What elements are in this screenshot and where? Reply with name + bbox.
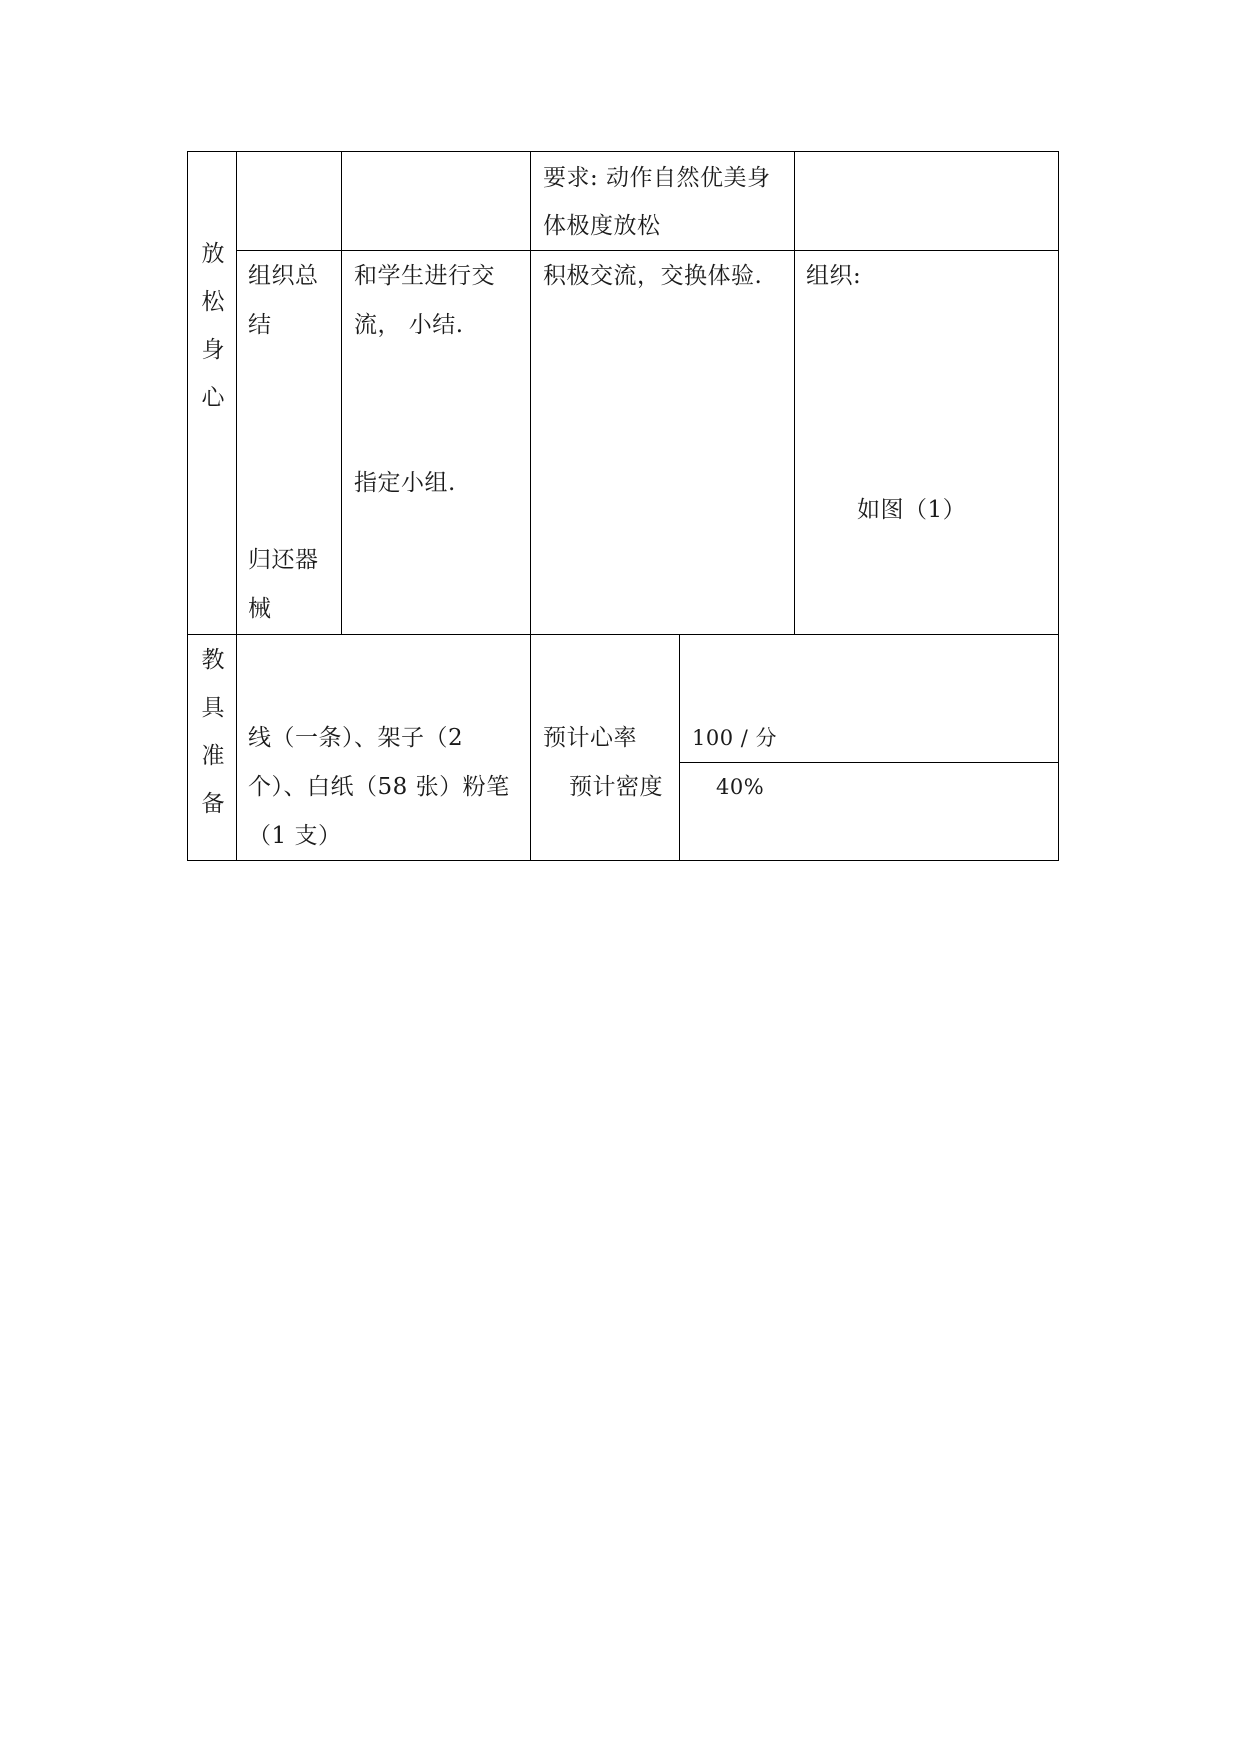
table-col-divider-4 bbox=[794, 151, 795, 634]
equipment-line-3: （1 支） bbox=[248, 823, 342, 849]
organization-label: 组织: bbox=[806, 263, 862, 289]
table-col-divider-5 bbox=[679, 634, 680, 861]
student-exchange: 积极交流，交换体验. bbox=[543, 263, 763, 289]
section-label-equipment: 教具准备 bbox=[201, 647, 225, 817]
teacher-communicate-line-1: 和学生进行交 bbox=[354, 263, 495, 289]
activity-summary-line-2: 结 bbox=[248, 312, 272, 338]
table-col-divider-3 bbox=[530, 151, 531, 861]
equipment-line-2: 个）、白纸（58 张）粉笔 bbox=[248, 774, 510, 800]
heart-rate-value: 100 / 分 bbox=[692, 726, 778, 750]
table-border-right bbox=[1058, 151, 1059, 861]
table-row-divider-3 bbox=[679, 762, 1059, 763]
density-value: 40% bbox=[716, 775, 765, 799]
equipment-line-1: 线（一条）、架子（2 bbox=[248, 725, 464, 751]
figure-reference: 如图（1） bbox=[857, 497, 967, 523]
table-col-divider-1 bbox=[236, 151, 237, 861]
heart-rate-label: 预计心率 bbox=[543, 725, 637, 751]
teacher-assign: 指定小组. bbox=[354, 470, 456, 496]
table-border-top bbox=[187, 151, 1059, 152]
table-border-bottom bbox=[187, 860, 1059, 861]
section-label-relax: 放松身心 bbox=[201, 241, 225, 411]
activity-summary-line-1: 组织总 bbox=[248, 263, 319, 289]
table-col-divider-2 bbox=[341, 151, 342, 634]
requirement-line-2: 体极度放松 bbox=[543, 213, 661, 239]
requirement-line-1: 要求: 动作自然优美身 bbox=[543, 165, 771, 191]
table-row-divider-1 bbox=[236, 250, 1059, 251]
activity-return-line-2: 械 bbox=[248, 596, 272, 622]
activity-return-line-1: 归还器 bbox=[248, 547, 319, 573]
table-row-divider-2 bbox=[187, 634, 1059, 635]
density-label: 预计密度 bbox=[569, 774, 663, 800]
teacher-communicate-line-2: 流， 小结. bbox=[354, 312, 464, 338]
table-border-left bbox=[187, 151, 188, 861]
